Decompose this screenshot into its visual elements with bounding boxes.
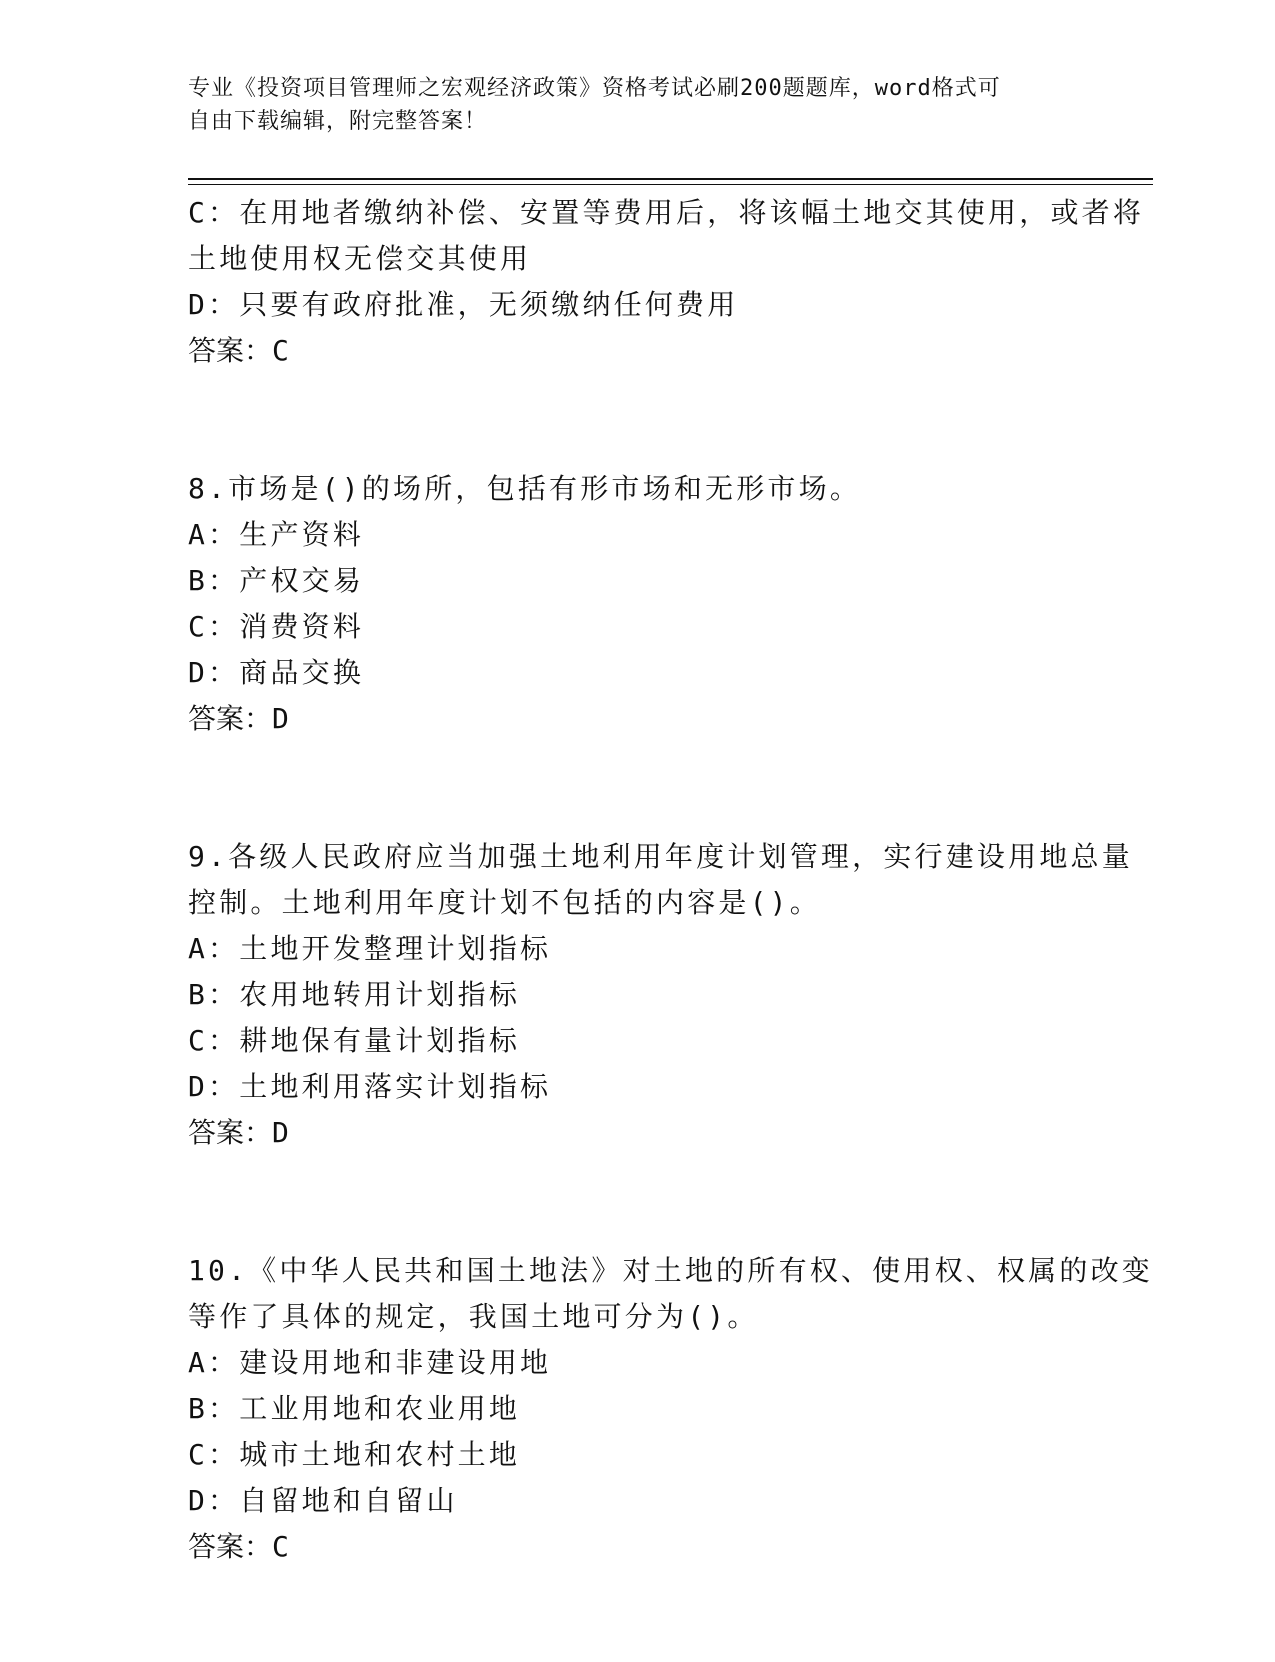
header-line-2: 自由下载编辑，附完整答案！: [188, 109, 488, 134]
header-divider-thin: [188, 184, 1153, 185]
question-stem-line-1: 10.《中华人民共和国土地法》对土地的所有权、使用权、权属的改变: [188, 1254, 1153, 1287]
answer-value: C: [272, 334, 289, 367]
question-10: [188, 1248, 1153, 1570]
option-d: D：商品交换: [188, 656, 365, 689]
answer-line: [188, 328, 1118, 374]
option-b: B：工业用地和农业用地: [188, 1392, 521, 1425]
option-b: B：产权交易: [188, 564, 365, 597]
answer-line: [188, 1110, 1118, 1156]
answer-label: 答案：: [188, 1530, 273, 1563]
answer-value: C: [272, 1530, 289, 1563]
option-d: D：土地利用落实计划指标: [188, 1070, 552, 1103]
answer-value: D: [272, 1116, 289, 1149]
option-b: B：农用地转用计划指标: [188, 978, 521, 1011]
question-stem-line-2: 等作了具体的规定，我国土地可分为()。: [188, 1300, 759, 1333]
question-stem-line-1: 9.各级人民政府应当加强土地利用年度计划管理，实行建设用地总量: [188, 840, 1133, 873]
answer-label: 答案：: [188, 1116, 273, 1149]
option-c: C：耕地保有量计划指标: [188, 1024, 521, 1057]
question-9: [188, 834, 1133, 1156]
answer-line: [188, 696, 1118, 742]
question-stem: 8.市场是()的场所，包括有形市场和无形市场。: [188, 472, 862, 505]
option-c-line-1: C：在用地者缴纳补偿、安置等费用后，将该幅土地交其使用，或者将: [188, 196, 1145, 229]
option-a: A：土地开发整理计划指标: [188, 932, 552, 965]
option-a: A：生产资料: [188, 518, 365, 551]
option-c: C：城市土地和农村土地: [188, 1438, 521, 1471]
option-c-line-2: 土地使用权无偿交其使用: [188, 242, 532, 275]
question-stem-line-2: 控制。土地利用年度计划不包括的内容是()。: [188, 886, 821, 919]
question-7-tail: [188, 190, 1145, 374]
option-d: D：只要有政府批准，无须缴纳任何费用: [188, 288, 739, 321]
answer-value: D: [272, 702, 289, 735]
question-list: [188, 190, 1153, 1662]
header-line-1: 专业《投资项目管理师之宏观经济政策》资格考试必刷200题题库，word格式可: [188, 76, 1001, 101]
answer-label: 答案：: [188, 702, 273, 735]
answer-label: 答案：: [188, 334, 273, 367]
header-divider-thick: [188, 178, 1153, 180]
answer-line: [188, 1524, 1118, 1570]
question-8: [188, 466, 1118, 742]
option-d: D：自留地和自留山: [188, 1484, 458, 1517]
document-header: [188, 72, 1088, 138]
option-a: A：建设用地和非建设用地: [188, 1346, 552, 1379]
option-c: C：消费资料: [188, 610, 365, 643]
